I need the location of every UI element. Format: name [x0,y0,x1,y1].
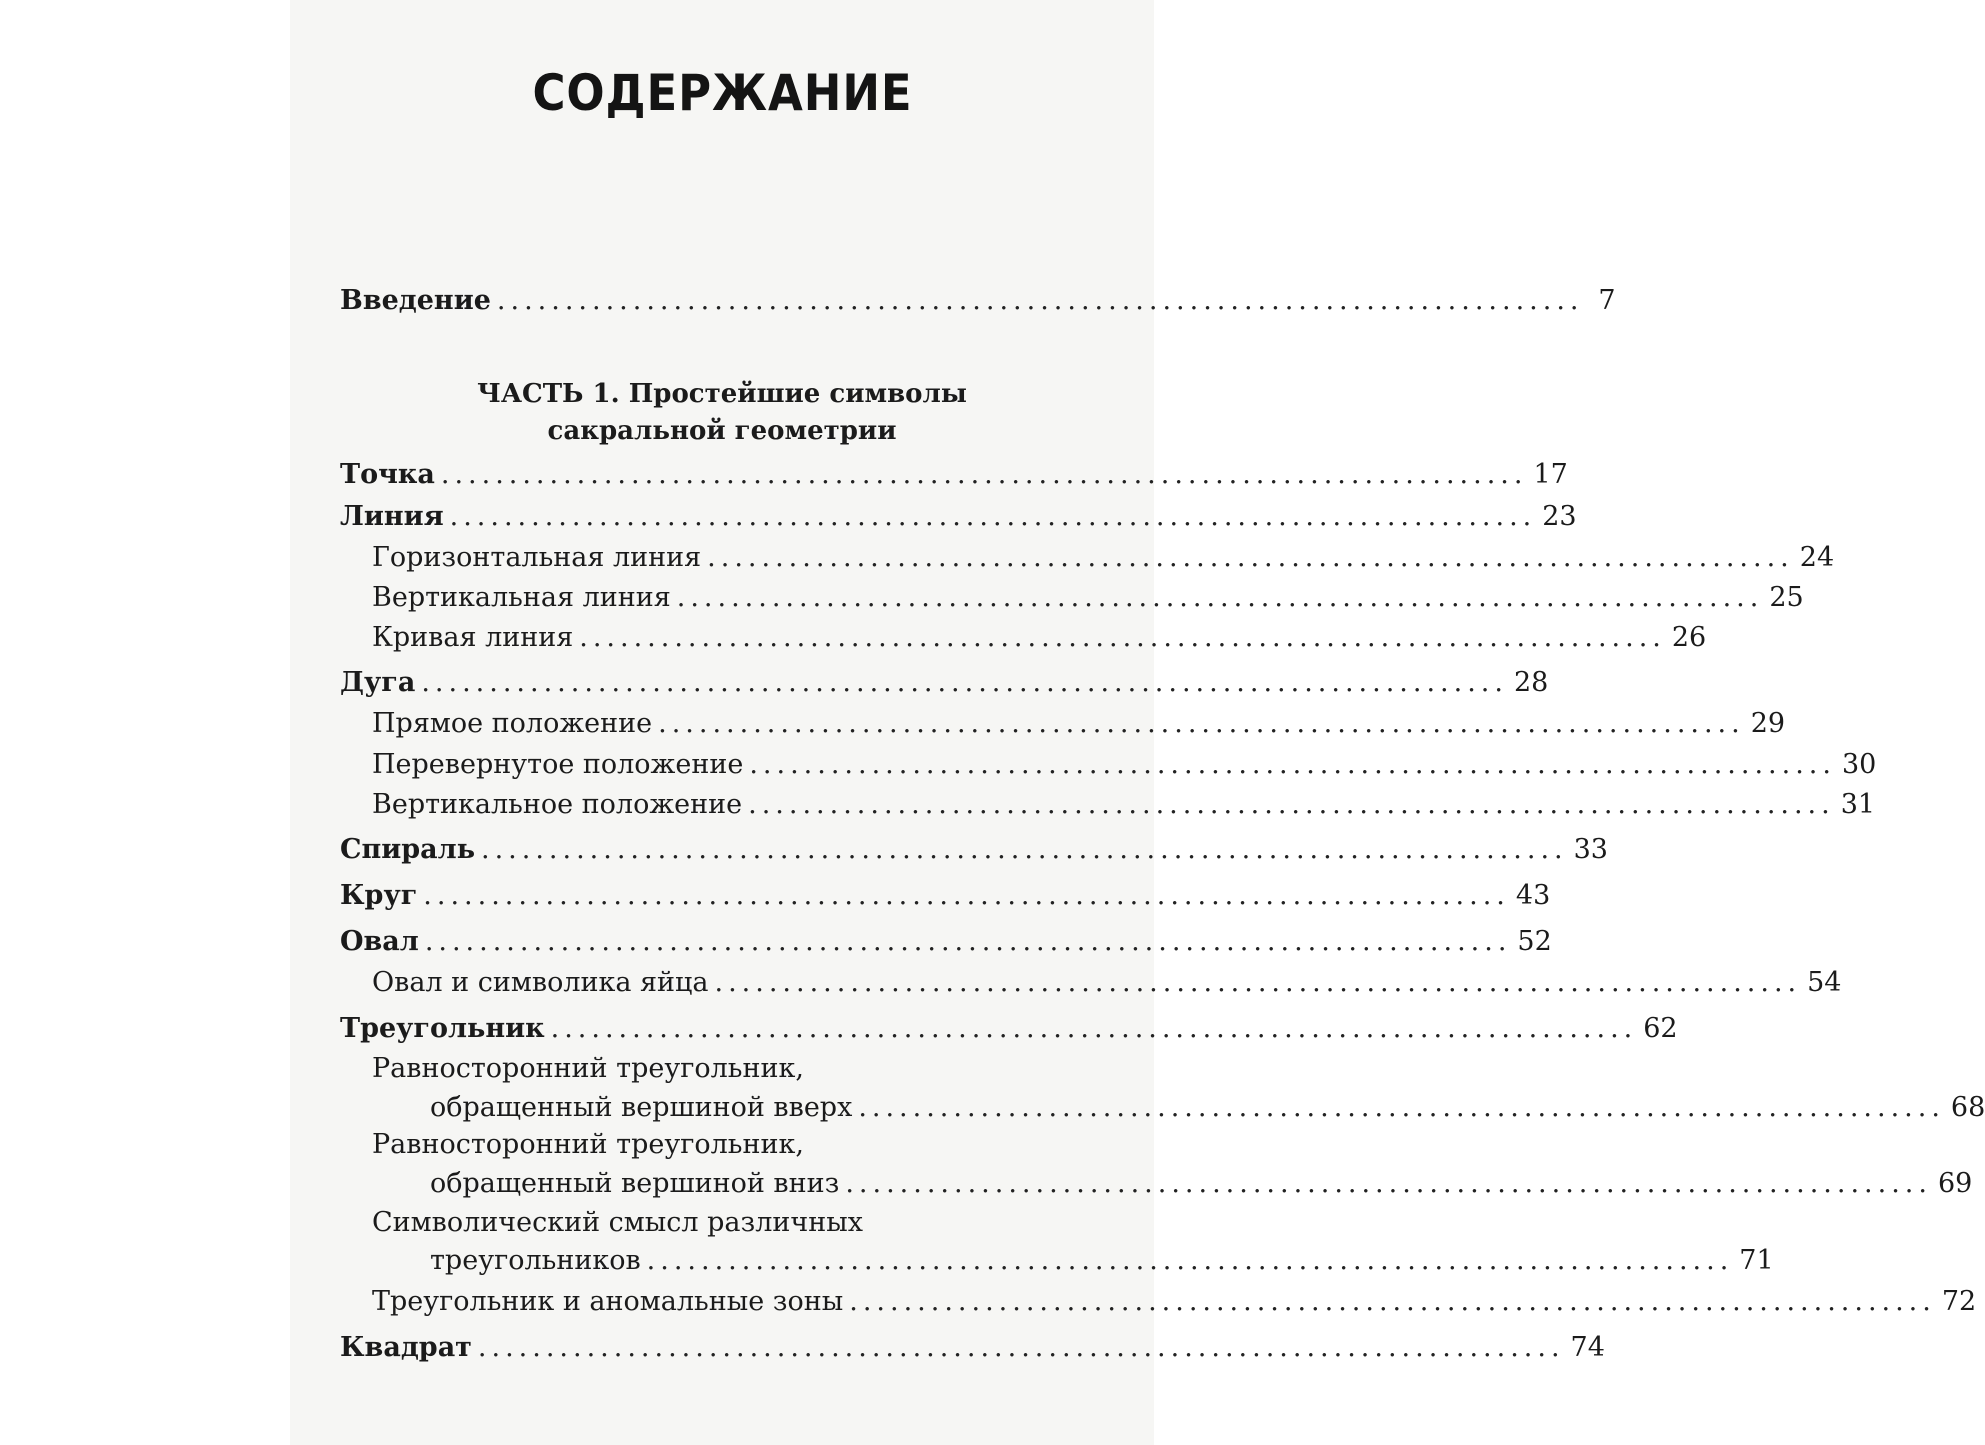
toc-entry [430,1167,1973,1201]
toc-page-number: 43 [1515,880,1551,911]
toc-page-number: 68 [1950,1092,1985,1123]
toc-entry [340,879,1551,913]
toc-entry [340,1331,1605,1365]
toc-page-number: 71 [1739,1245,1774,1276]
toc-page-number: 25 [1769,582,1804,613]
toc-label: обращенный вершиной вверх [430,1092,853,1123]
toc-entry [340,833,1608,867]
toc-label-line-1: Символический смысл различных [372,1207,863,1238]
toc-label: Треугольник [340,1013,545,1044]
leader-dots: ................................................................................ [440,459,1528,490]
toc-label: Треугольник и аномальные зоны [372,1286,844,1317]
toc-entry [430,1091,1985,1125]
toc-label: Линия [340,501,444,532]
toc-page-number: 33 [1573,834,1608,865]
toc-page-number: 23 [1542,501,1577,532]
toc-page-number: 74 [1570,1332,1605,1363]
toc-label: обращенный вершиной вниз [430,1168,840,1199]
toc-label: Дуга [340,667,416,698]
toc-label: Прямое положение [372,708,653,739]
toc-label: Перевернутое положение [372,749,744,780]
toc-entry [340,500,1577,534]
toc-label: Квадрат [340,1332,472,1363]
part-heading-line-1: ЧАСТЬ 1. Простейшие символы [477,379,967,409]
leader-dots: ................................................................................ [477,1332,1565,1363]
leader-dots: ................................................................................ [749,749,1836,780]
toc-page-number: 24 [1799,542,1835,573]
leader-dots: ................................................................................ [676,582,1764,613]
leader-dots: ................................................................................ [423,880,1510,911]
page-title: СОДЕРЖАНИЕ [532,64,913,122]
toc-label: Вертикальная линия [372,582,671,613]
toc-entry [372,621,1707,655]
toc-entry [340,925,1552,959]
leader-dots: ................................................................................ [849,1286,1936,1317]
toc-page-number: 30 [1841,749,1877,780]
toc-page-number: 54 [1807,967,1842,998]
leader-dots: ................................................................................ [845,1168,1932,1199]
toc-entry [372,966,1842,1000]
toc-label: Точка [340,459,435,490]
leader-dots: ................................................................................ [579,622,1666,653]
toc-entry [372,748,1877,782]
leader-dots: ................................................................................ [707,542,1794,573]
leader-dots: ................................................................................ [481,834,1568,865]
toc-page-number: 52 [1517,926,1552,957]
leader-dots: ................................................................................ [858,1092,1945,1123]
toc-entry [372,541,1835,575]
toc-entry [372,581,1804,615]
toc-label: Овал [340,926,419,957]
toc-entry [372,788,1876,822]
toc-label: Овал и символика яйца [372,967,709,998]
toc-entry [340,666,1549,700]
part-heading-line-2: сакральной геометрии [547,416,897,446]
toc-page-number: 29 [1750,708,1786,739]
toc-entry-intro [340,284,1616,318]
toc-page-number: 31 [1840,789,1876,820]
toc-entry [372,1285,1977,1319]
toc-label: треугольников [430,1245,641,1276]
leader-dots: ................................................................................ [550,1013,1638,1044]
toc-page-number: 7 [1598,285,1616,316]
leader-dots: ................................................................................ [421,667,1508,698]
leader-dots: ................................................................................ [748,789,1835,820]
toc-page-number: 62 [1643,1013,1678,1044]
toc-entry [340,458,1568,492]
toc-page-number: 69 [1937,1168,1973,1199]
toc-label: Горизонтальная линия [372,542,702,573]
toc-label: Кривая линия [372,622,574,653]
toc-page-number: 28 [1513,667,1549,698]
toc-page-number: 17 [1533,459,1568,490]
toc-label: Введение [340,285,491,316]
leader-dots: ................................................................................ [714,967,1802,998]
leader-dots: ................................................................................ [424,926,1512,957]
leader-dots: ................................................................................ [646,1245,1734,1276]
toc-entry [372,707,1786,741]
toc-entry [430,1244,1774,1278]
toc-entry [340,1012,1678,1046]
toc-label: Вертикальное положение [372,789,743,820]
toc-label-line-1: Равносторонний треугольник, [372,1129,804,1160]
leader-dots: ................................................................................ [449,501,1537,532]
toc-page-number: 26 [1671,622,1707,653]
leader-dots: ................................................................................ [658,708,1745,739]
toc-label-line-1: Равносторонний треугольник, [372,1053,804,1084]
toc-label: Спираль [340,834,476,865]
leader-dots: ................................................................................ [496,285,1584,316]
toc-page-number: 72 [1941,1286,1977,1317]
toc-label: Круг [340,880,418,911]
